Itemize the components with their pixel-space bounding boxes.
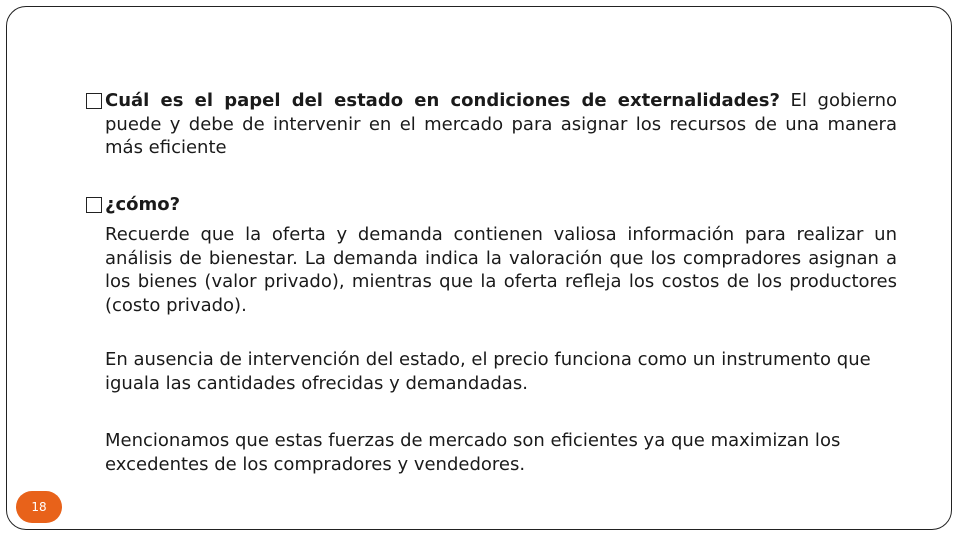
bullet-1-question: Cuál es el papel del estado en condiciones de externalidades? <box>105 90 780 111</box>
bullet-2-question: ¿cómo? <box>105 194 181 215</box>
bullet-1-text <box>105 89 897 160</box>
square-bullet-icon <box>84 90 104 110</box>
page-number-badge <box>16 491 62 523</box>
paragraph-ausencia-intervencion: En ausencia de intervención del estado, el precio funciona como un instrumento que iguala las cantidades ofrecidas y demandadas. <box>105 349 871 394</box>
page-number: 18 <box>31 500 47 514</box>
paragraph-oferta-demanda: Recuerde que la oferta y demanda contienen valiosa información para realizar un análisis de bienestar. La demanda indica la valoración que los compradores asignan a los bienes (valor privado), mientras que la oferta refleja los costos de los productores (costo privado). <box>105 224 897 316</box>
bullet-1-body: El gobierno puede y debe de intervenir en el mercado para asignar los recursos de una manera más eficiente <box>105 90 897 158</box>
square-bullet-icon <box>84 194 104 214</box>
paragraph-fuerzas-mercado: Mencionamos que estas fuerzas de mercado son eficientes ya que maximizan los excedentes de los compradores y vendedores. <box>105 430 841 475</box>
